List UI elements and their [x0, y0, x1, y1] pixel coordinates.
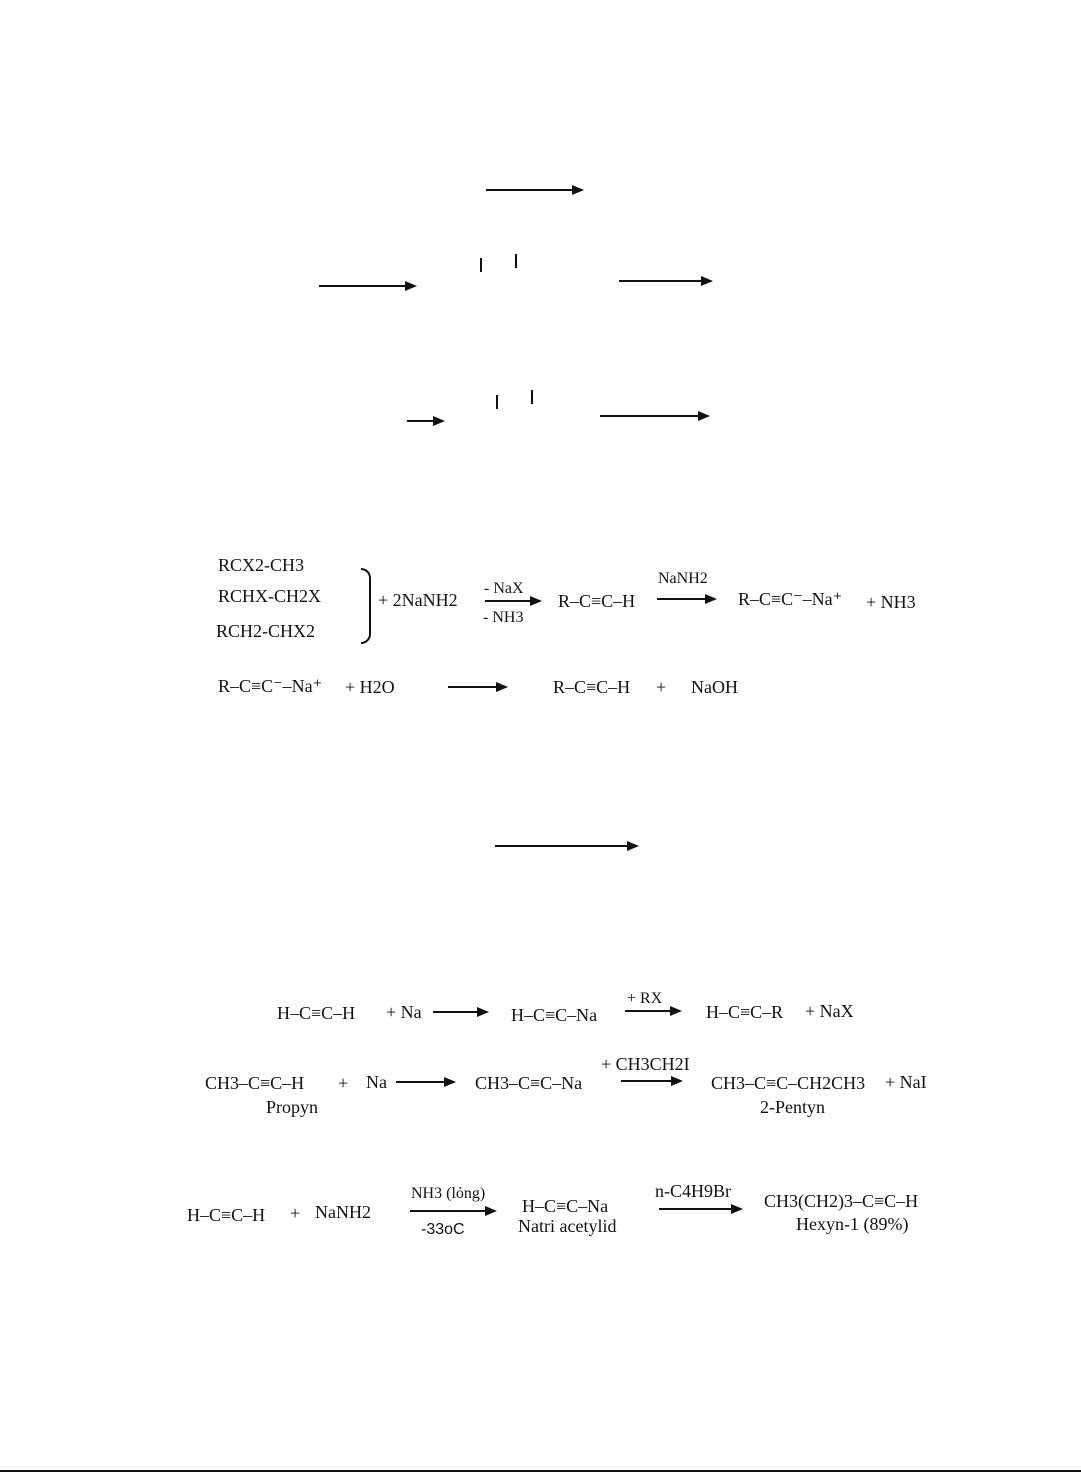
pentyne-name: 2-Pentyn: [760, 1097, 825, 1117]
reaction-arrow: [657, 598, 715, 600]
bond-tick: [480, 258, 482, 272]
alkyne-product: R–C≡C–H: [553, 677, 631, 697]
product-acetylide: R–C≡C⁻–Na⁺: [738, 589, 843, 609]
reagent-sodium-amide: + 2NaNH2: [378, 590, 458, 610]
propyne-name: Propyn: [266, 1097, 319, 1117]
acetylene: H–C≡C–H: [187, 1205, 266, 1225]
reaction-arrow: [410, 1210, 495, 1212]
product-alkyne: R–C≡C–H: [558, 591, 636, 611]
sodium: Na: [366, 1072, 387, 1092]
sodium-reagent: + Na: [386, 1002, 422, 1022]
reactant-gem-dihalide: RCX2-CH3: [218, 555, 305, 575]
reaction-arrow: [621, 1080, 681, 1082]
sodium-acetylide-name: Natri acetylid: [518, 1216, 617, 1236]
alkyl-alkyne: H–C≡C–R: [706, 1002, 784, 1022]
reaction-arrow: [407, 420, 443, 422]
plus-sign: +: [656, 677, 667, 697]
acetylene: H–C≡C–H: [277, 1003, 356, 1023]
propyne: CH3–C≡C–H: [205, 1073, 305, 1093]
hexyne-name: Hexyn-1 (89%): [796, 1214, 909, 1234]
reactant-vic-dihalide: RCHX-CH2X: [218, 586, 322, 606]
arrow-condition-top: NH3 (lỏng): [411, 1185, 486, 1202]
arrow-reagent-top: + RX: [627, 990, 663, 1007]
reaction-arrow: [448, 686, 506, 688]
plus-sign: +: [290, 1203, 301, 1223]
water-reagent: + H2O: [345, 677, 395, 697]
bond-tick: [496, 395, 498, 409]
reaction-arrow: [433, 1011, 487, 1013]
reaction-arrow: [319, 285, 415, 287]
sodium-acetylide: H–C≡C–Na: [511, 1005, 598, 1025]
reaction-arrow: [485, 600, 540, 602]
plus-sign: +: [338, 1073, 349, 1093]
acetylide-reactant: R–C≡C⁻–Na⁺: [218, 676, 323, 696]
bond-tick: [515, 254, 517, 268]
reaction-arrow: [600, 415, 708, 417]
page-footer-line: [0, 1470, 1081, 1472]
sodium-iodide: + NaI: [885, 1072, 927, 1092]
arrow-condition-bottom: - NH3: [483, 609, 524, 626]
pentyne-product: CH3–C≡C–CH2CH3: [711, 1073, 866, 1093]
reactant-terminal-dihalide: RCH2-CHX2: [216, 621, 316, 641]
sodium-amide: NaNH2: [315, 1202, 371, 1222]
reaction-arrow: [625, 1010, 680, 1012]
reaction-arrow: [495, 845, 637, 847]
sodium-acetylide: H–C≡C–Na: [522, 1196, 609, 1216]
arrow-condition-bottom: -33oC: [421, 1221, 465, 1238]
byproduct-ammonia: + NH3: [866, 592, 916, 612]
sodium-propynide: CH3–C≡C–Na: [475, 1073, 583, 1093]
arrow-reagent-top: + CH3CH2I: [601, 1054, 690, 1074]
hexyne-product: CH3(CH2)3–C≡C–H: [764, 1191, 919, 1211]
reactant-brace: [361, 568, 371, 644]
arrow-condition-top: - NaX: [484, 580, 524, 597]
bond-tick: [531, 390, 533, 404]
reaction-arrow: [659, 1208, 741, 1210]
sodium-halide: + NaX: [805, 1001, 854, 1021]
reaction-arrow: [396, 1081, 454, 1083]
reaction-arrow: [619, 280, 711, 282]
reaction-arrow: [486, 189, 582, 191]
sodium-hydroxide: NaOH: [691, 677, 738, 697]
arrow-reagent-top: NaNH2: [658, 570, 708, 587]
arrow-reagent-top: n-C4H9Br: [655, 1181, 731, 1201]
